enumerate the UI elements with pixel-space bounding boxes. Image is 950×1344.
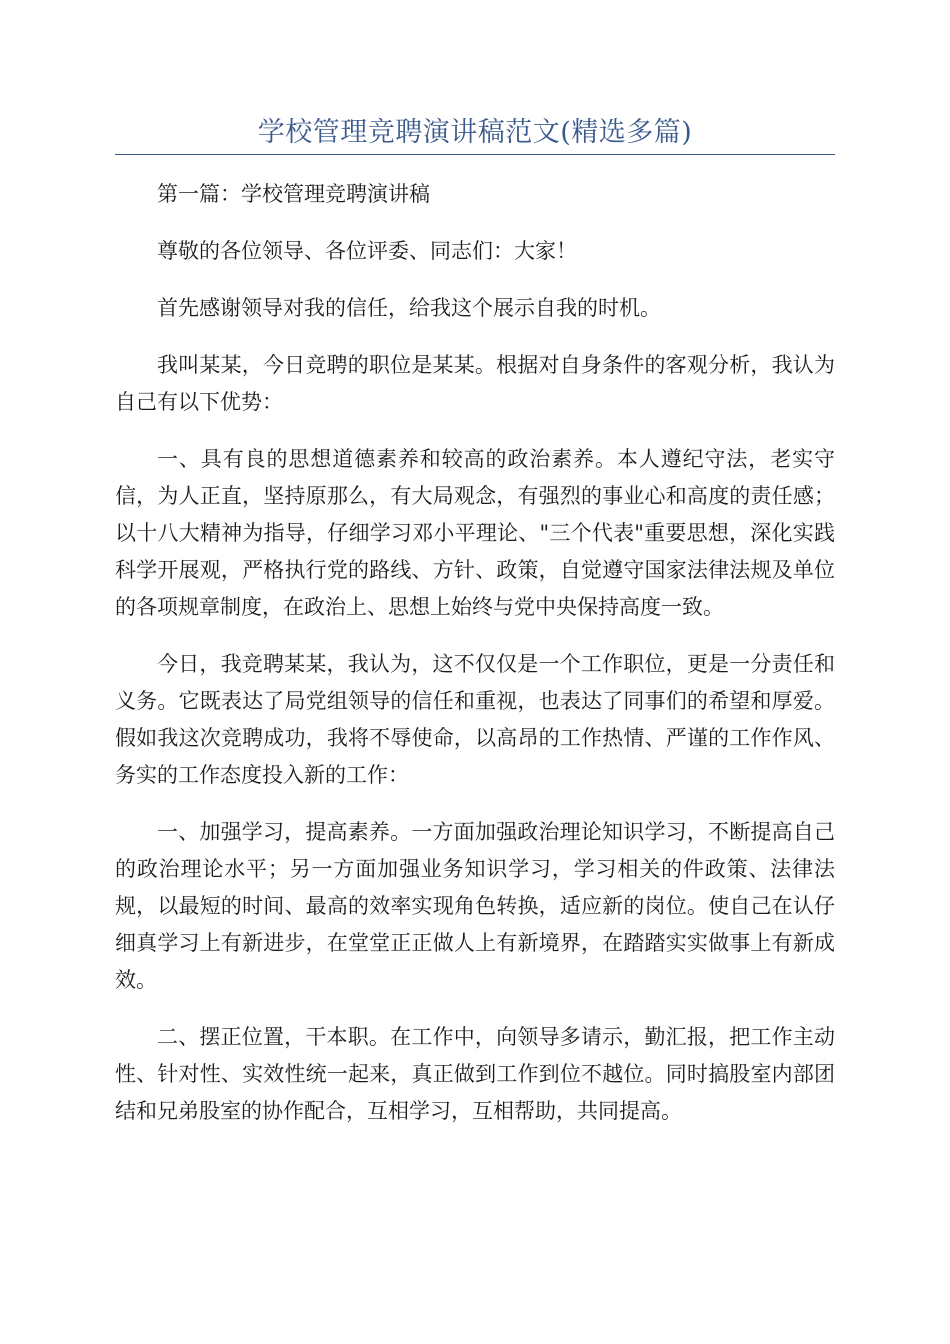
- paragraph: 一、加强学习，提高素养。一方面加强政治理论知识学习，不断提高自己的政治理论水平；另一方面加强业务知识学习，学习相关的件政策、法律法规，以最短的时间、最高的效率实现角色转换，适应新的岗位。使自己在认仔细真学习上有新进步，在堂堂正正做人上有新境界，在踏踏实实做事上有新成效。: [115, 820, 835, 992]
- paragraph: 首先感谢领导对我的信任，给我这个展示自我的时机。: [157, 296, 661, 320]
- salutation: 尊敬的各位领导、各位评委、同志们：大家！: [157, 239, 577, 263]
- paragraph: 我叫某某，今日竞聘的职位是某某。根据对自身条件的客观分析，我认为自己有以下优势：: [115, 353, 835, 414]
- document-title: 学校管理竞聘演讲稿范文(精选多篇): [257, 117, 693, 148]
- title-underline: [115, 154, 835, 155]
- paragraph: 一、具有良的思想道德素养和较高的政治素养。本人遵纪守法，老实守信，为人正直，坚持原那么，有大局观念，有强烈的事业心和高度的责任感；以十八大精神为指导，仔细学习邓小平理论、"三个代表"重要思想，深化实践科学开展观，严格执行党的路线、方针、政策，自觉遵守国家法律法规及单位的各项规章制度，在政治上、思想上始终与党中央保持高度一致。: [115, 447, 835, 619]
- paragraph: 二、摆正位置，干本职。在工作中，向领导多请示，勤汇报，把工作主动性、针对性、实效性统一起来，真正做到工作到位不越位。同时搞股室内部团结和兄弟股室的协作配合，互相学习，互相帮助，共同提高。: [115, 1025, 835, 1123]
- document-body: [115, 176, 835, 1150]
- section-heading: 第一篇：学校管理竞聘演讲稿: [157, 182, 430, 206]
- paragraph: 今日，我竞聘某某，我认为，这不仅仅是一个工作职位，更是一分责任和义务。它既表达了局党组领导的信任和重视，也表达了同事们的希望和厚爱。假如我这次竞聘成功，我将不辱使命，以高昂的工作热情、严谨的工作作风、务实的工作态度投入新的工作：: [115, 652, 835, 787]
